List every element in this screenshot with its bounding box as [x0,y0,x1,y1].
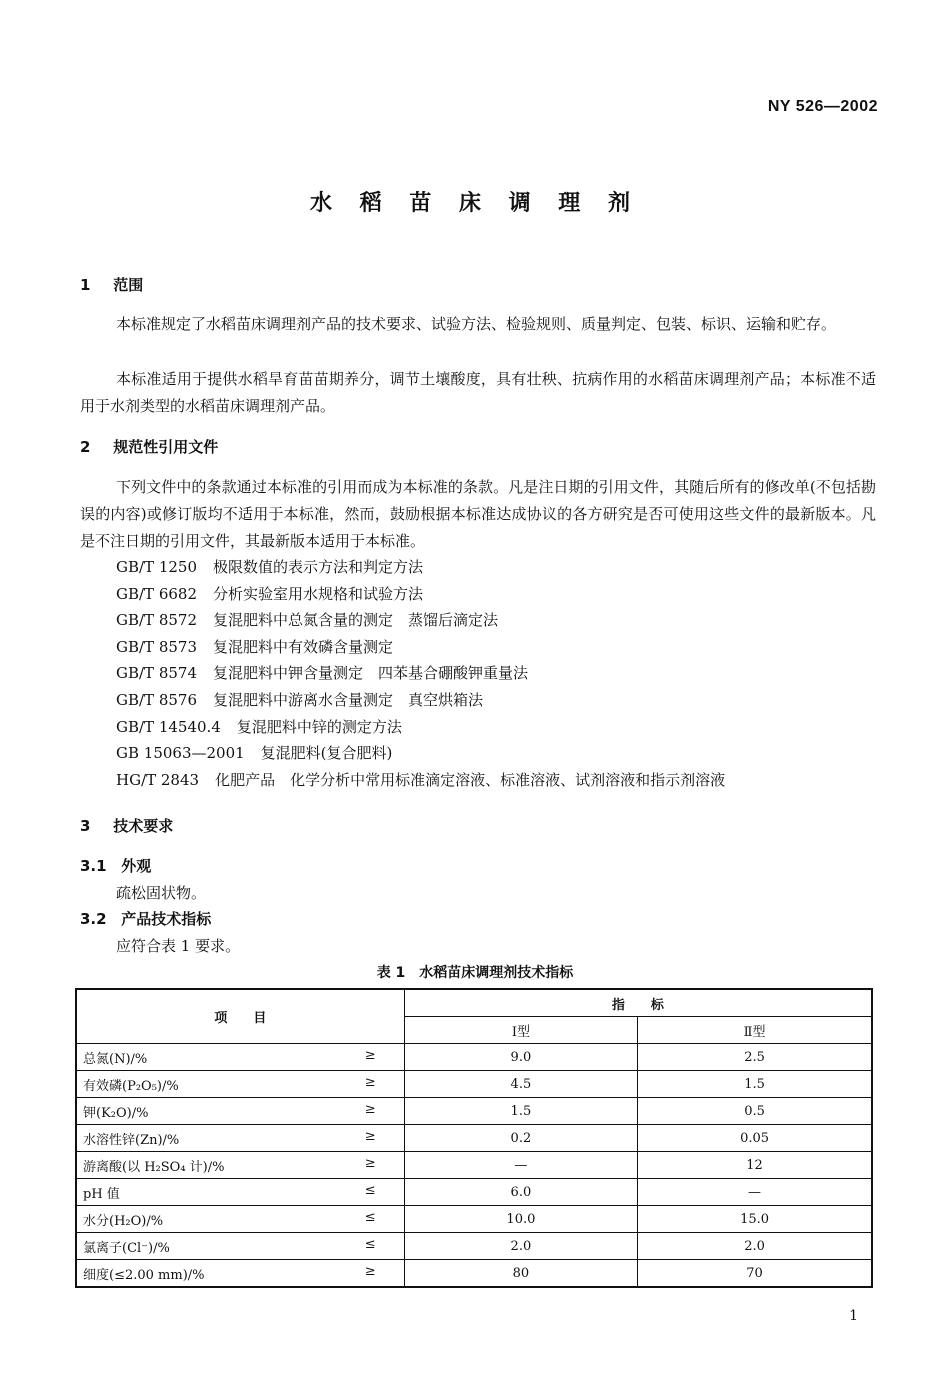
row-type2-value: 12 [638,1152,872,1179]
row-relation: ≥ [364,1048,376,1063]
reference-code: GB/T 8576 [116,690,198,709]
header-indicator: 指 标 [404,989,872,1017]
section-title: 规范性引用文件 [113,438,219,456]
row-item: 水溶性锌(Zn)/% [83,1132,180,1148]
reference-title: 复混肥料(复合肥料) [260,744,393,763]
section-heading-references [80,436,218,457]
header-item: 项 目 [76,989,404,1044]
section-title: 范围 [113,276,144,294]
reference-title: 复混肥料中总氮含量的测定 蒸馏后滴定法 [213,611,499,630]
reference-item [116,714,725,741]
reference-list [116,554,725,793]
row-item: 水分(H₂O)/% [83,1213,164,1229]
reference-title: 复混肥料中锌的测定方法 [236,717,402,736]
row-type1-value: 0.2 [404,1125,637,1152]
reference-code: GB/T 6682 [116,584,198,603]
reference-title: 复混肥料中游离水含量测定 真空烘箱法 [213,690,484,709]
reference-item [116,767,725,794]
row-relation: ≥ [364,1264,376,1279]
section-number: 3 [80,817,91,835]
section-number: 3.1 [80,857,107,875]
row-type1-value: 9.0 [404,1044,637,1071]
row-relation: ≤ [364,1237,376,1252]
appearance-text: 疏松固状物。 [116,884,207,902]
reference-code: HG/T 2843 [116,770,200,789]
row-relation: ≥ [364,1129,376,1144]
table-row [76,1260,872,1288]
row-type2-value: 0.5 [638,1098,872,1125]
table-row [76,1152,872,1179]
standard-code: NY 526—2002 [767,98,878,115]
scope-paragraph-2: 本标准适用于提供水稻旱育苗苗期养分，调节土壤酸度，具有壮秧、抗病作用的水稻苗床调理剂产品；本标准不适用于水剂类型的水稻苗床调理剂产品。 [80,370,876,415]
row-type2-value: 15.0 [638,1206,872,1233]
table-row [76,1179,872,1206]
row-type1-value: 10.0 [404,1206,637,1233]
row-type2-value: 70 [638,1260,872,1288]
section-heading-scope [80,274,143,295]
table-row [76,1044,872,1071]
row-type2-value: 0.05 [638,1125,872,1152]
section-title: 产品技术指标 [121,910,212,928]
page-number: 1 [849,1308,858,1324]
reference-item [116,634,725,661]
header-type-1: Ⅰ型 [404,1017,637,1044]
table-caption: 表 1 水稻苗床调理剂技术指标 [376,965,574,981]
row-relation: ≥ [364,1102,376,1117]
row-type1-value: — [404,1152,637,1179]
row-type2-value: — [638,1179,872,1206]
row-type1-value: 2.0 [404,1233,637,1260]
section-heading-indicators [80,908,211,929]
table-row [76,1233,872,1260]
reference-code: GB/T 8572 [116,611,198,630]
row-type2-value: 2.5 [638,1044,872,1071]
section-heading-appearance [80,855,151,876]
row-item: 氯离子(Cl⁻)/% [83,1240,170,1256]
header-type-2: Ⅱ型 [638,1017,872,1044]
technical-indicator-table [75,988,873,1288]
table-row [76,1071,872,1098]
row-type1-value: 6.0 [404,1179,637,1206]
section-number: 1 [80,276,91,294]
reference-code: GB/T 14540.4 [116,717,221,736]
reference-item [116,660,725,687]
reference-item [116,581,725,608]
reference-item [116,740,725,767]
reference-title: 分析实验室用水规格和试验方法 [213,584,424,603]
reference-code: GB/T 1250 [116,558,198,576]
reference-item [116,554,725,581]
row-item: 游离酸(以 H₂SO₄ 计)/% [83,1159,225,1175]
section-title: 技术要求 [113,817,174,835]
row-type1-value: 80 [404,1260,637,1288]
reference-title: 极限数值的表示方法和判定方法 [213,558,424,576]
indicators-text: 应符合表 1 要求。 [116,937,241,955]
reference-title: 复混肥料中钾含量测定 四苯基合硼酸钾重量法 [213,664,529,683]
document-title: 水 稻 苗 床 调 理 剂 [310,191,640,216]
table-row [76,1098,872,1125]
reference-item [116,687,725,714]
row-item: 钾(K₂O)/% [83,1105,149,1121]
row-item: pH 值 [83,1186,120,1202]
row-type2-value: 1.5 [638,1071,872,1098]
reference-code: GB/T 8574 [116,664,198,683]
reference-code: GB/T 8573 [116,637,198,656]
section-number: 2 [80,438,91,456]
table-row [76,1125,872,1152]
section-title: 外观 [121,857,152,875]
reference-title: 化肥产品 化学分析中常用标准滴定溶液、标准溶液、试剂溶液和指示剂溶液 [215,770,726,789]
row-item: 细度(≤2.00 mm)/% [83,1267,205,1283]
row-relation: ≥ [364,1156,376,1171]
row-relation: ≤ [364,1210,376,1225]
row-relation: ≥ [364,1075,376,1090]
row-item: 有效磷(P₂O₅)/% [83,1078,179,1094]
section-heading-technical-requirements [80,815,173,836]
reference-code: GB 15063—2001 [116,744,245,763]
row-relation: ≤ [364,1183,376,1198]
scope-paragraph-1: 本标准规定了水稻苗床调理剂产品的技术要求、试验方法、检验规则、质量判定、包装、标识、运输和贮存。 [116,315,837,333]
row-type1-value: 4.5 [404,1071,637,1098]
reference-title: 复混肥料中有效磷含量测定 [213,637,394,656]
row-type2-value: 2.0 [638,1233,872,1260]
reference-item [116,607,725,634]
references-intro: 下列文件中的条款通过本标准的引用而成为本标准的条款。凡是注日期的引用文件，其随后所有的修改单(不包括勘误的内容)或修订版均不适用于本标准，然而，鼓励根据本标准达成协议的各方研究是否可使用这些文件的最新版本。凡是不注日期的引用文件，其最新版本适用于本标准。 [80,478,876,550]
row-item: 总氮(N)/% [83,1051,148,1067]
row-type1-value: 1.5 [404,1098,637,1125]
section-number: 3.2 [80,910,107,928]
table-row [76,1206,872,1233]
